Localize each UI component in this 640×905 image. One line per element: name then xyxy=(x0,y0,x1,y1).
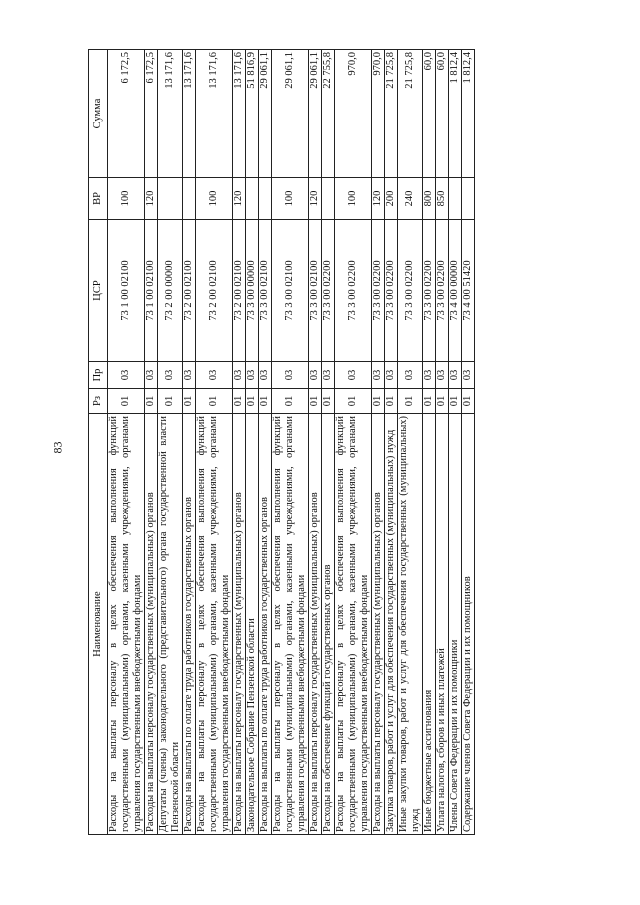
row-rz: 01 xyxy=(372,389,385,414)
row-csr: 73 3 00 00000 xyxy=(246,220,259,362)
row-rz: 01 xyxy=(246,389,259,414)
row-csr: 73 1 00 02100 xyxy=(108,220,145,362)
table-row xyxy=(233,50,246,835)
row-pr: 03 xyxy=(246,362,259,389)
header-sum: Сумма xyxy=(89,50,108,178)
table-row xyxy=(335,50,372,835)
table-row xyxy=(423,50,436,835)
row-sum: 970,0 xyxy=(372,50,385,178)
row-vr: 240 xyxy=(398,178,423,220)
row-vr: 100 xyxy=(335,178,372,220)
row-name: Расходы на выплаты по оплате труда работников государственных органов xyxy=(259,414,272,835)
row-pr: 03 xyxy=(233,362,246,389)
table-body xyxy=(108,50,475,835)
header-rz: Рз xyxy=(89,389,108,414)
row-name: Расходы на выплаты персоналу в целях обеспечения выполнения функций государственными (муниципальными) органами, казенными учреждениями, органами управления государственными внебюджетными фондами xyxy=(272,414,309,835)
row-sum: 13 171,6 xyxy=(196,50,233,178)
table-row xyxy=(449,50,462,835)
row-sum: 1 812,4 xyxy=(449,50,462,178)
row-rz: 01 xyxy=(309,389,322,414)
row-sum: 60,0 xyxy=(436,50,449,178)
row-sum: 60,0 xyxy=(423,50,436,178)
row-rz: 01 xyxy=(385,389,398,414)
row-csr: 73 3 00 02100 xyxy=(272,220,309,362)
table-row xyxy=(246,50,259,835)
row-vr xyxy=(322,178,335,220)
row-name: Иные закупки товаров, работ и услуг для обеспечения государственных (муниципальных) нужд xyxy=(398,414,423,835)
row-pr: 03 xyxy=(335,362,372,389)
row-pr: 03 xyxy=(322,362,335,389)
row-pr: 03 xyxy=(183,362,196,389)
table-row xyxy=(145,50,158,835)
table-row xyxy=(436,50,449,835)
row-pr: 03 xyxy=(423,362,436,389)
row-pr: 03 xyxy=(449,362,462,389)
row-name: Содержание членов Совета Федерации и их помощников xyxy=(462,414,475,835)
row-csr: 73 3 00 02200 xyxy=(423,220,436,362)
row-rz: 01 xyxy=(423,389,436,414)
header-vr: ВР xyxy=(89,178,108,220)
table-row xyxy=(462,50,475,835)
row-name: Законодательное Собрание Пензенской области xyxy=(246,414,259,835)
row-pr: 03 xyxy=(158,362,183,389)
row-pr: 03 xyxy=(436,362,449,389)
row-pr: 03 xyxy=(462,362,475,389)
row-name: Расходы на выплаты персоналу в целях обеспечения выполнения функций государственными (муниципальными) органами, казенными учреждениями, органами управления государственными внебюджетными фондами xyxy=(108,414,145,835)
table-row xyxy=(372,50,385,835)
row-sum: 1 812,4 xyxy=(462,50,475,178)
page-number: 83 xyxy=(50,441,65,454)
row-pr: 03 xyxy=(108,362,145,389)
row-vr xyxy=(183,178,196,220)
table-row xyxy=(108,50,145,835)
table-row xyxy=(385,50,398,835)
row-rz: 01 xyxy=(335,389,372,414)
row-name: Расходы на выплаты персоналу государственных (муниципальных) органов xyxy=(309,414,322,835)
row-sum: 51 816,9 xyxy=(246,50,259,178)
row-rz: 01 xyxy=(272,389,309,414)
row-sum: 29 061,1 xyxy=(309,50,322,178)
table-row xyxy=(183,50,196,835)
row-csr: 73 3 00 02200 xyxy=(398,220,423,362)
header-name: Наименование xyxy=(89,414,108,835)
row-sum: 21 725,8 xyxy=(398,50,423,178)
row-name: Иные бюджетные ассигнования xyxy=(423,414,436,835)
row-name: Расходы на выплаты персоналу государственных (муниципальных) органов xyxy=(145,414,158,835)
budget-table xyxy=(88,49,475,835)
row-vr: 100 xyxy=(196,178,233,220)
row-rz: 01 xyxy=(322,389,335,414)
row-sum: 6 172,5 xyxy=(108,50,145,178)
row-rz: 01 xyxy=(436,389,449,414)
row-vr: 120 xyxy=(145,178,158,220)
row-csr: 73 3 00 02200 xyxy=(436,220,449,362)
row-rz: 01 xyxy=(449,389,462,414)
row-name: Расходы на выплаты по оплате труда работников государственных органов xyxy=(183,414,196,835)
row-pr: 03 xyxy=(385,362,398,389)
header-pr: Пр xyxy=(89,362,108,389)
row-name: Депутаты (члены) законодательного (представительного) органа государственной власти Пензенской области xyxy=(158,414,183,835)
row-csr: 73 3 00 02200 xyxy=(322,220,335,362)
table-header-row xyxy=(89,50,108,835)
header-csr: ЦСР xyxy=(89,220,108,362)
row-csr: 73 3 00 02200 xyxy=(372,220,385,362)
row-pr: 03 xyxy=(145,362,158,389)
row-rz: 01 xyxy=(398,389,423,414)
row-rz: 01 xyxy=(233,389,246,414)
row-csr: 73 3 00 02200 xyxy=(385,220,398,362)
table-row xyxy=(398,50,423,835)
row-csr: 73 3 00 02200 xyxy=(335,220,372,362)
row-sum: 29 061,1 xyxy=(272,50,309,178)
row-csr: 73 4 00 51420 xyxy=(462,220,475,362)
row-sum: 13 171,6 xyxy=(233,50,246,178)
row-rz: 01 xyxy=(108,389,145,414)
row-rz: 01 xyxy=(158,389,183,414)
row-vr: 850 xyxy=(436,178,449,220)
table-row xyxy=(322,50,335,835)
row-csr: 73 1 00 02100 xyxy=(145,220,158,362)
row-sum: 13 171,6 xyxy=(158,50,183,178)
row-vr: 120 xyxy=(372,178,385,220)
row-csr: 73 2 00 02100 xyxy=(233,220,246,362)
row-name: Расходы на обеспечение функций государственных органов xyxy=(322,414,335,835)
row-name: Уплата налогов, сборов и иных платежей xyxy=(436,414,449,835)
row-sum: 29 061,1 xyxy=(259,50,272,178)
table-row xyxy=(259,50,272,835)
row-name: Расходы на выплаты персоналу государственных (муниципальных) органов xyxy=(372,414,385,835)
row-vr: 800 xyxy=(423,178,436,220)
table-row xyxy=(309,50,322,835)
row-vr xyxy=(246,178,259,220)
row-rz: 01 xyxy=(145,389,158,414)
row-pr: 03 xyxy=(398,362,423,389)
row-name: Расходы на выплаты персоналу государственных (муниципальных) органов xyxy=(233,414,246,835)
row-pr: 03 xyxy=(259,362,272,389)
row-vr xyxy=(449,178,462,220)
table-row xyxy=(158,50,183,835)
row-name: Расходы на выплаты персоналу в целях обеспечения выполнения функций государственными (муниципальными) органами, казенными учреждениями, органами управления государственными внебюджетными фондами xyxy=(196,414,233,835)
row-csr: 73 3 00 02100 xyxy=(309,220,322,362)
row-csr: 73 4 00 00000 xyxy=(449,220,462,362)
table-row xyxy=(272,50,309,835)
row-rz: 01 xyxy=(183,389,196,414)
row-vr: 120 xyxy=(233,178,246,220)
row-name: Члены Совета Федерации и их помощники xyxy=(449,414,462,835)
row-sum: 6 172,5 xyxy=(145,50,158,178)
row-vr xyxy=(462,178,475,220)
row-sum: 970,0 xyxy=(335,50,372,178)
row-csr: 73 2 00 02100 xyxy=(196,220,233,362)
row-sum: 13 171,6 xyxy=(183,50,196,178)
row-pr: 03 xyxy=(309,362,322,389)
rotated-table-container xyxy=(88,50,544,835)
row-vr: 100 xyxy=(272,178,309,220)
row-rz: 01 xyxy=(196,389,233,414)
row-pr: 03 xyxy=(372,362,385,389)
row-csr: 73 2 00 00000 xyxy=(158,220,183,362)
row-pr: 03 xyxy=(272,362,309,389)
row-vr xyxy=(259,178,272,220)
row-sum: 21 725,8 xyxy=(385,50,398,178)
row-rz: 01 xyxy=(462,389,475,414)
row-rz: 01 xyxy=(259,389,272,414)
row-vr xyxy=(158,178,183,220)
row-name: Расходы на выплаты персоналу в целях обеспечения выполнения функций государственными (муниципальными) органами, казенными учреждениями, органами управления государственными внебюджетными фондами xyxy=(335,414,372,835)
row-pr: 03 xyxy=(196,362,233,389)
row-vr: 200 xyxy=(385,178,398,220)
row-sum: 22 755,8 xyxy=(322,50,335,178)
row-name: Закупка товаров, работ и услуг для обеспечения государственных (муниципальных) нужд xyxy=(385,414,398,835)
row-csr: 73 3 00 02100 xyxy=(259,220,272,362)
table-row xyxy=(196,50,233,835)
row-vr: 100 xyxy=(108,178,145,220)
row-csr: 73 2 00 02100 xyxy=(183,220,196,362)
row-vr: 120 xyxy=(309,178,322,220)
